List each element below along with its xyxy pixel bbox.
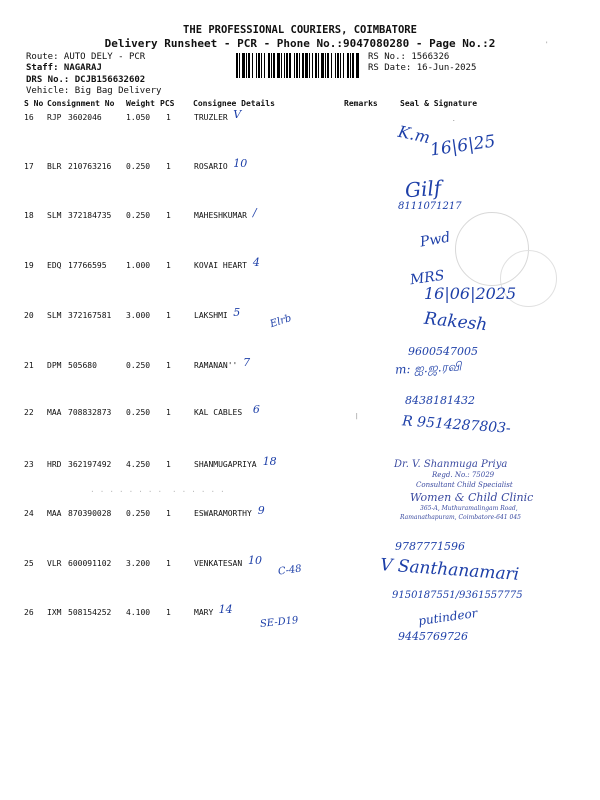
handwritten-sequence-mark: 9	[257, 504, 265, 517]
col-pcs: PCS	[160, 99, 175, 108]
cell-consignee: TRUZLER	[194, 113, 228, 122]
cell-consignee: VENKATESAN	[194, 559, 243, 568]
rs-date: RS Date: 16-Jun-2025	[368, 63, 477, 73]
cell-consignment-no: 210763216	[68, 162, 112, 171]
handwritten-sequence-mark: 14	[218, 603, 233, 616]
cell-pcs: 1	[166, 559, 171, 568]
signature-row-26: putindeor	[417, 605, 479, 629]
route-label: Route: AUTO DELY - PCR	[26, 52, 146, 62]
cell-weight: 4.100	[126, 608, 151, 617]
cell-sno: 20	[24, 311, 34, 320]
handwritten-sequence-mark: 10	[248, 554, 262, 567]
cell-consignment-no: 362197492	[68, 460, 112, 469]
cell-pcs: 1	[166, 509, 171, 518]
cell-weight: 1.000	[126, 261, 151, 270]
cell-consignee: MARY	[194, 608, 214, 617]
cell-consignee: LAKSHMI	[194, 311, 228, 320]
barcode	[236, 53, 360, 78]
mark-dot: |	[355, 413, 359, 420]
signature-row-22: R 9514287803-	[401, 413, 512, 437]
cell-pcs: 1	[166, 311, 171, 320]
cell-consignment-no: 17766595	[68, 261, 107, 270]
handwritten-sequence-mark: 4	[252, 256, 260, 269]
note-row-25: C-48	[277, 563, 303, 578]
cell-weight: 3.200	[126, 559, 151, 568]
cell-origin-code: SLM	[47, 211, 62, 220]
stamp-address: 365-A, Muthuramalingam Road,	[420, 505, 518, 512]
stamp-clinic: Women & Child Clinic	[410, 491, 534, 504]
cell-pcs: 1	[166, 460, 171, 469]
note-row-26: SE-D19	[259, 615, 299, 630]
date-row-16: 16|6|25	[428, 131, 497, 161]
cell-weight: 0.250	[126, 162, 151, 171]
cell-consignee: RAMANAN''	[194, 361, 238, 370]
cell-pcs: 1	[166, 361, 171, 370]
mark-dot: .	[452, 116, 456, 123]
signature-row-19: MRS	[409, 267, 446, 289]
cell-consignee: MAHESHKUMAR	[194, 211, 247, 220]
cell-weight: 0.250	[126, 408, 151, 417]
stamp-doctor-name: Dr. V. Shanmuga Priya	[394, 459, 508, 470]
handwritten-sequence-mark: /	[252, 206, 257, 219]
phone-row-24: 9787771596	[395, 540, 465, 553]
cell-sno: 23	[24, 460, 34, 469]
cell-consignee: ESWARAMORTHY	[194, 509, 252, 518]
cell-sno: 21	[24, 361, 34, 370]
cell-sno: 17	[24, 162, 34, 171]
runsheet-subtitle: Delivery Runsheet - PCR - Phone No.:9047080280 - Page No.:2	[104, 37, 496, 50]
signature-row-25: V Santhanamari	[379, 555, 520, 585]
date-row-19: 16|06|2025	[424, 284, 517, 303]
company-title: THE PROFESSIONAL COURIERS, COIMBATORE	[183, 24, 417, 36]
col-weight: Weight	[126, 99, 155, 108]
drs-number: DRS No.: DCJB156632602	[26, 75, 146, 85]
faded-stamp-text: · · · · · · · · · · · · · ·	[90, 487, 225, 496]
phone-row-17: 8111071217	[398, 201, 462, 212]
mark-dot: '	[545, 41, 549, 48]
cell-consignment-no: 3602046	[68, 113, 102, 122]
cell-pcs: 1	[166, 408, 171, 417]
cell-consignment-no: 708832873	[68, 408, 112, 417]
phone-row-21: 9600547005	[408, 345, 478, 358]
cell-weight: 1.050	[126, 113, 151, 122]
staff-label: Staff: NAGARAJ	[26, 63, 102, 73]
cell-sno: 24	[24, 509, 34, 518]
handwritten-sequence-mark: 5	[233, 306, 241, 319]
signature-row-21: m: ஐ.ஜ.ரவி	[394, 359, 462, 377]
cell-weight: 0.250	[126, 211, 151, 220]
handwritten-sequence-mark: 10	[233, 157, 248, 170]
cell-sno: 19	[24, 261, 34, 270]
handwritten-sequence-mark: 18	[262, 455, 277, 468]
phone-row-22: 8438181432	[405, 394, 475, 407]
vehicle-label: Vehicle: Big Bag Delivery	[26, 86, 162, 96]
cell-origin-code: DPM	[47, 361, 62, 370]
cell-sno: 26	[24, 608, 34, 617]
cell-origin-code: EDQ	[47, 261, 62, 270]
cell-origin-code: RJP	[47, 113, 62, 122]
col-remarks: Remarks	[344, 99, 378, 108]
handwritten-sequence-mark: V	[233, 108, 242, 121]
cell-sno: 22	[24, 408, 34, 417]
signature-row-18: Pwd	[418, 229, 452, 251]
stamp-reg: Regd. No.: 75029	[432, 471, 495, 479]
cell-weight: 3.000	[126, 311, 151, 320]
cell-origin-code: MAA	[47, 408, 62, 417]
signature-row-17: Gilf	[404, 175, 442, 203]
col-seal-signature: Seal & Signature	[400, 99, 478, 108]
signature-row-20: Rakesh	[423, 308, 489, 336]
col-consignee: Consignee Details	[193, 99, 275, 108]
cell-origin-code: VLR	[47, 559, 62, 568]
note-row-20: Elrb	[268, 312, 293, 331]
cell-consignee: KAL CABLES	[194, 408, 243, 417]
cell-pcs: 1	[166, 162, 171, 171]
cell-weight: 0.250	[126, 509, 151, 518]
cell-pcs: 1	[166, 608, 171, 617]
cell-origin-code: HRD	[47, 460, 62, 469]
stamp-city: Ramanathapuram, Coimbatore-641 045	[400, 514, 521, 521]
cell-origin-code: BLR	[47, 162, 62, 171]
cell-consignment-no: 870390028	[68, 509, 112, 518]
phone-row-25: 9150187551/9361557775	[392, 590, 523, 601]
handwritten-sequence-mark: 7	[243, 356, 251, 369]
cell-sno: 18	[24, 211, 34, 220]
rs-number: RS No.: 1566326	[368, 52, 450, 62]
cell-pcs: 1	[166, 211, 171, 220]
cell-origin-code: MAA	[47, 509, 62, 518]
col-sno: S No	[24, 99, 44, 108]
cell-consignment-no: 508154252	[68, 608, 112, 617]
cell-weight: 4.250	[126, 460, 151, 469]
signature-row-16: K.m	[396, 121, 432, 148]
cell-consignment-no: 372167581	[68, 311, 112, 320]
cell-consignee: SHANMUGAPRIYA	[194, 460, 257, 469]
cell-sno: 25	[24, 559, 34, 568]
handwritten-sequence-mark: 6	[252, 403, 260, 416]
col-consignment: Consignment No	[47, 99, 115, 108]
cell-consignment-no: 372184735	[68, 211, 112, 220]
cell-consignee: KOVAI HEART	[194, 261, 247, 270]
cell-pcs: 1	[166, 113, 171, 122]
cell-weight: 0.250	[126, 361, 151, 370]
cell-origin-code: SLM	[47, 311, 62, 320]
cell-consignment-no: 600091102	[68, 559, 112, 568]
cell-origin-code: IXM	[47, 608, 62, 617]
stamp-title: Consultant Child Specialist	[416, 481, 513, 489]
cell-consignee: ROSARIO	[194, 162, 228, 171]
cell-sno: 16	[24, 113, 34, 122]
cell-pcs: 1	[166, 261, 171, 270]
phone-row-26: 9445769726	[398, 630, 468, 643]
cell-consignment-no: 505680	[68, 361, 97, 370]
